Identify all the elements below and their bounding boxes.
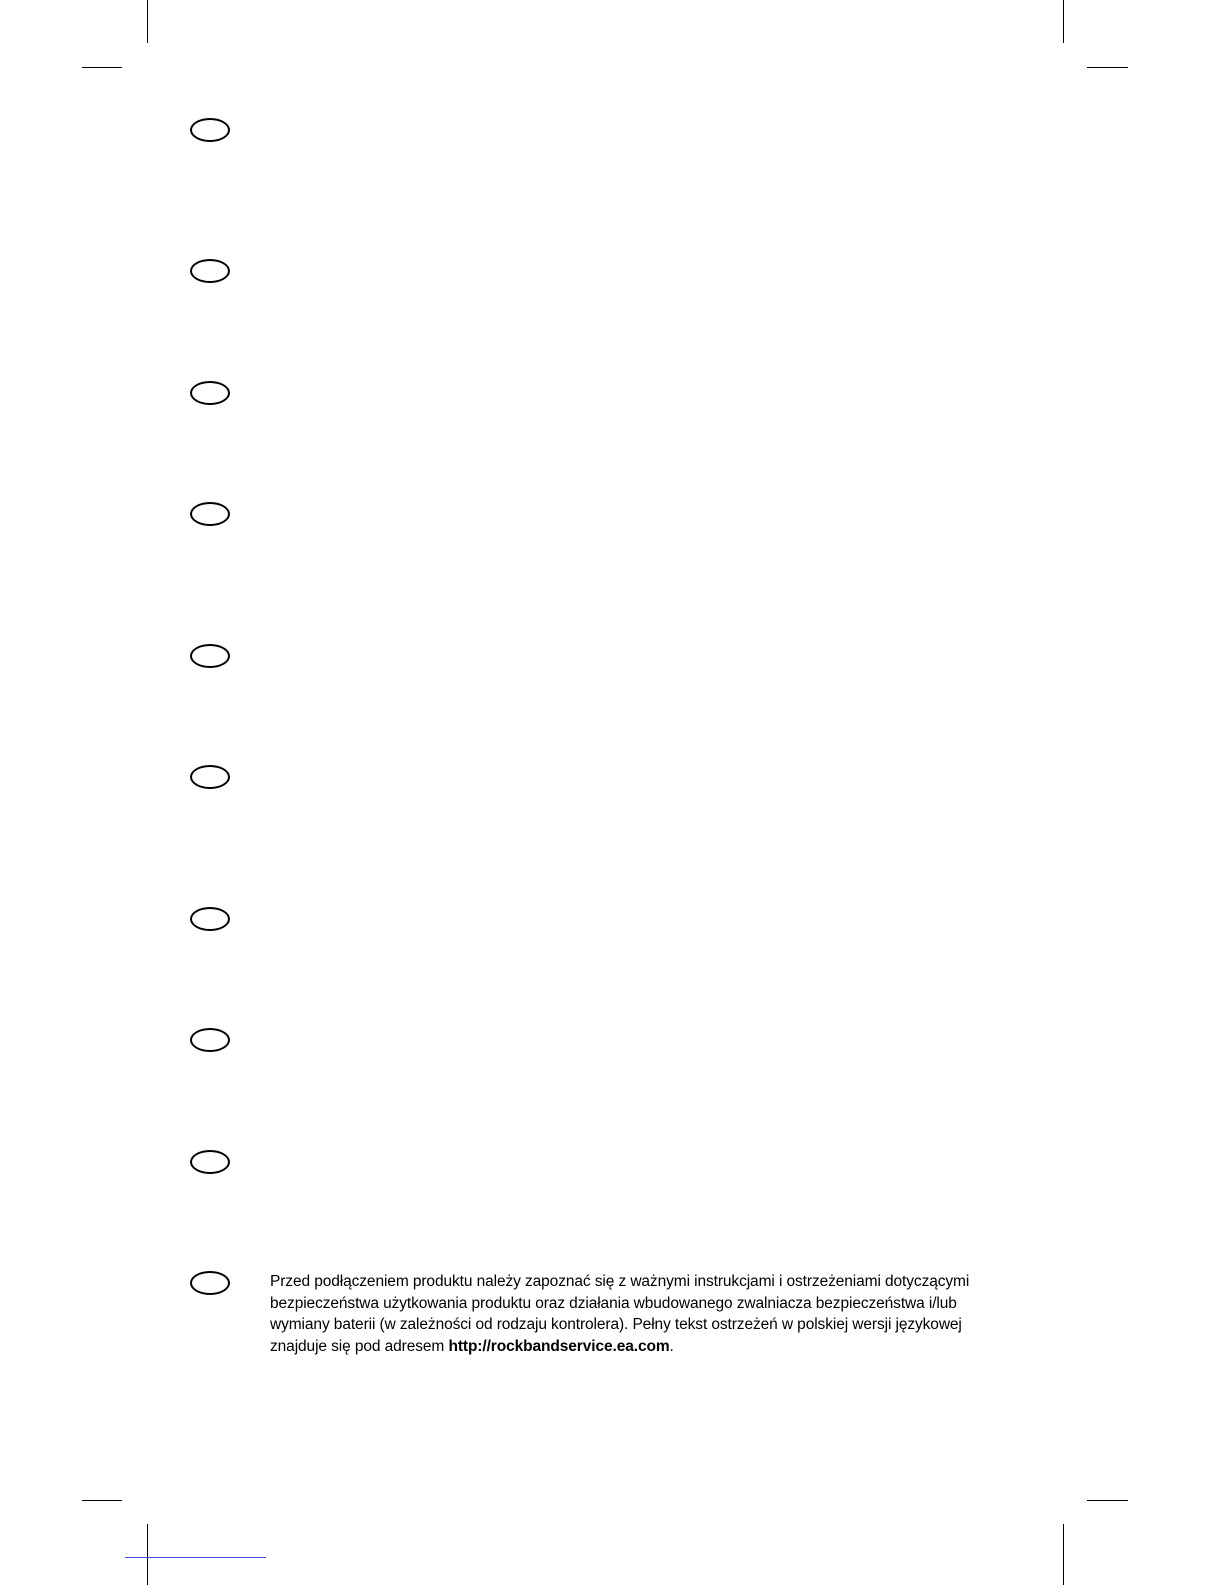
safety-notice-period: .	[669, 1337, 674, 1355]
language-marker-oval	[190, 259, 230, 283]
crop-mark-top-right-vertical	[1063, 0, 1064, 43]
crop-mark-top-left-vertical	[147, 0, 148, 43]
language-marker-oval	[190, 118, 230, 142]
language-marker-oval	[190, 1028, 230, 1052]
safety-notice-paragraph	[270, 1271, 1010, 1357]
crop-mark-bottom-left-horizontal	[82, 1500, 122, 1501]
language-marker-oval	[190, 765, 230, 789]
language-marker-oval	[190, 502, 230, 526]
language-marker-oval	[190, 1150, 230, 1174]
language-marker-oval	[190, 381, 230, 405]
crop-mark-bottom-right-horizontal	[1087, 1500, 1128, 1501]
bleed-guide-line	[125, 1557, 266, 1558]
language-marker-oval	[190, 644, 230, 668]
language-marker-oval	[190, 907, 230, 931]
crop-mark-bottom-right-vertical	[1063, 1524, 1064, 1585]
crop-mark-bottom-left-vertical	[147, 1524, 148, 1585]
language-marker-oval-polish	[190, 1271, 230, 1295]
crop-mark-top-left-horizontal	[82, 67, 122, 68]
service-url-link[interactable]: http://rockbandservice.ea.com	[448, 1337, 670, 1355]
safety-notice-text: Przed podłączeniem produktu należy zapoznać się z ważnymi instrukcjami i ostrzeżeniami dotyczącymi bezpieczeństwa użytkowania produktu oraz działania wbudowanego zwalniacza bezpieczeństwa i/lub wymiany baterii (w zależności od rodzaju kontrolera). Pełny tekst ostrzeżeń w polskiej wersji językowej znajduje się pod adresem	[270, 1273, 970, 1355]
crop-mark-top-right-horizontal	[1087, 67, 1128, 68]
